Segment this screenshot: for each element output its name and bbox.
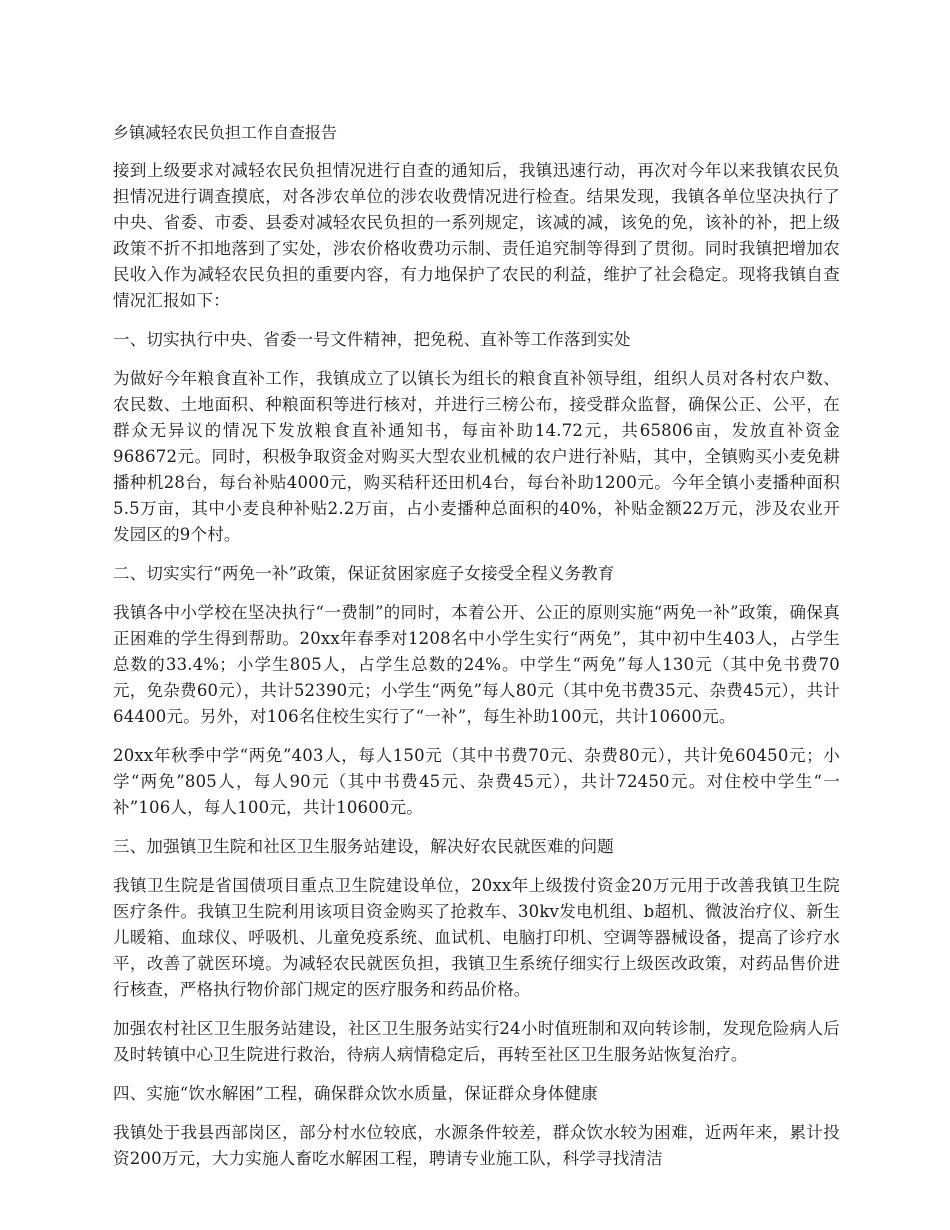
section-heading-3: 三、加强镇卫生院和社区卫生服务站建设，解决好农民就医难的问题 <box>113 837 614 856</box>
section-4-paragraph: 我镇处于我县西部岗区，部分村水位较底，水源条件较差，群众饮水较为困难，近两年来，累计投资200万元，大力实施人畜吃水解困工程，聘请专业施工队，科学寻找清洁 <box>113 1123 840 1168</box>
section-heading-1: 一、切实执行中央、省委一号文件精神，把免税、直补等工作落到实处 <box>113 330 631 349</box>
section-3-paragraph-1: 我镇卫生院是省国债项目重点卫生院建设单位，20xx年上级拨付资金20万元用于改善我镇卫生院医疗条件。我镇卫生院利用该项目资金购买了抢救车、30kv发电机组、b超机、微波治疗仪、新生儿暖箱、血球仪、呼吸机、儿童免疫系统、血试机、电脑打印机、空调等器械设备，提高了诊疗水平，改善了就医环境。为减轻农民就医负担，我镇卫生系统仔细实行上级医改政策，对药品售价进行核查，严格执行物价部门规定的医疗服务和药品价格。 <box>113 876 840 999</box>
section-2-paragraph-2: 20xx年秋季中学“两免”403人，每人150元（其中书费70元、杂费80元），共计免60450元；小学“两免”805人，每人90元（其中书费45元、杂费45元），共计72450元。对住校中学生“一补”106人，每人100元，共计10600元。 <box>113 746 840 817</box>
section-3-paragraph-2: 加强农村社区卫生服务站建设，社区卫生服务站实行24小时值班制和双向转诊制，发现危险病人后及时转镇中心卫生院进行救治，待病人病情稳定后，再转至社区卫生服务站恢复治疗。 <box>113 1019 840 1064</box>
section-2-paragraph-1: 我镇各中小学校在坚决执行“一费制”的同时，本着公开、公正的原则实施“两免一补”政策，确保真正困难的学生得到帮助。20xx年春季对1208名中小学生实行“两免”，其中初中生403人，占学生总数的33.4%；小学生805人，占学生总数的24%。中学生“两免”每人130元（其中免书费70元，免杂费60元），共计52390元；小学生“两免”每人80元（其中免书费35元、杂费45元），共计64400元。另外，对106名住校生实行了“一补”，每生补助100元，共计10600元。 <box>113 603 840 726</box>
document-title: 乡镇减轻农民负担工作自查报告 <box>113 123 338 142</box>
document-page <box>113 120 840 1185</box>
section-heading-2: 二、切实实行“两免一补”政策，保证贫困家庭子女接受全程义务教育 <box>113 564 615 583</box>
intro-paragraph: 接到上级要求对减轻农民负担情况进行自查的通知后，我镇迅速行动，再次对今年以来我镇农民负担情况进行调查摸底，对各涉农单位的涉农收费情况进行检查。结果发现，我镇各单位坚决执行了中央、省委、市委、县委对减轻农民负担的一系列规定，该减的减，该免的免，该补的补，把上级政策不折不扣地落到了实处，涉农价格收费功示制、责任追究制等得到了贯彻。同时我镇把增加农民收入作为减轻农民负担的重要内容，有力地保护了农民的利益，维护了社会稳定。现将我镇自查情况汇报如下： <box>113 161 840 310</box>
section-heading-4: 四、实施“饮水解困”工程，确保群众饮水质量，保证群众身体健康 <box>113 1084 598 1103</box>
section-1-paragraph: 为做好今年粮食直补工作，我镇成立了以镇长为组长的粮食直补领导组，组织人员对各村农户数、农民数、土地面积、种粮面积等进行核对，并进行三榜公布，接受群众监督，确保公正、公平，在群众无异议的情况下发放粮食直补通知书，每亩补助14.72元，共65806亩，发放直补资金968672元。同时，积极争取资金对购买大型农业机械的农户进行补贴，其中，全镇购买小麦免耕播种机28台，每台补贴4000元，购买秸秆还田机4台，每台补助1200元。今年全镇小麦播种面积5.5万亩，其中小麦良种补贴2.2万亩，占小麦播种总面积的40%，补贴金额22万元，涉及农业开发园区的9个村。 <box>113 369 840 544</box>
